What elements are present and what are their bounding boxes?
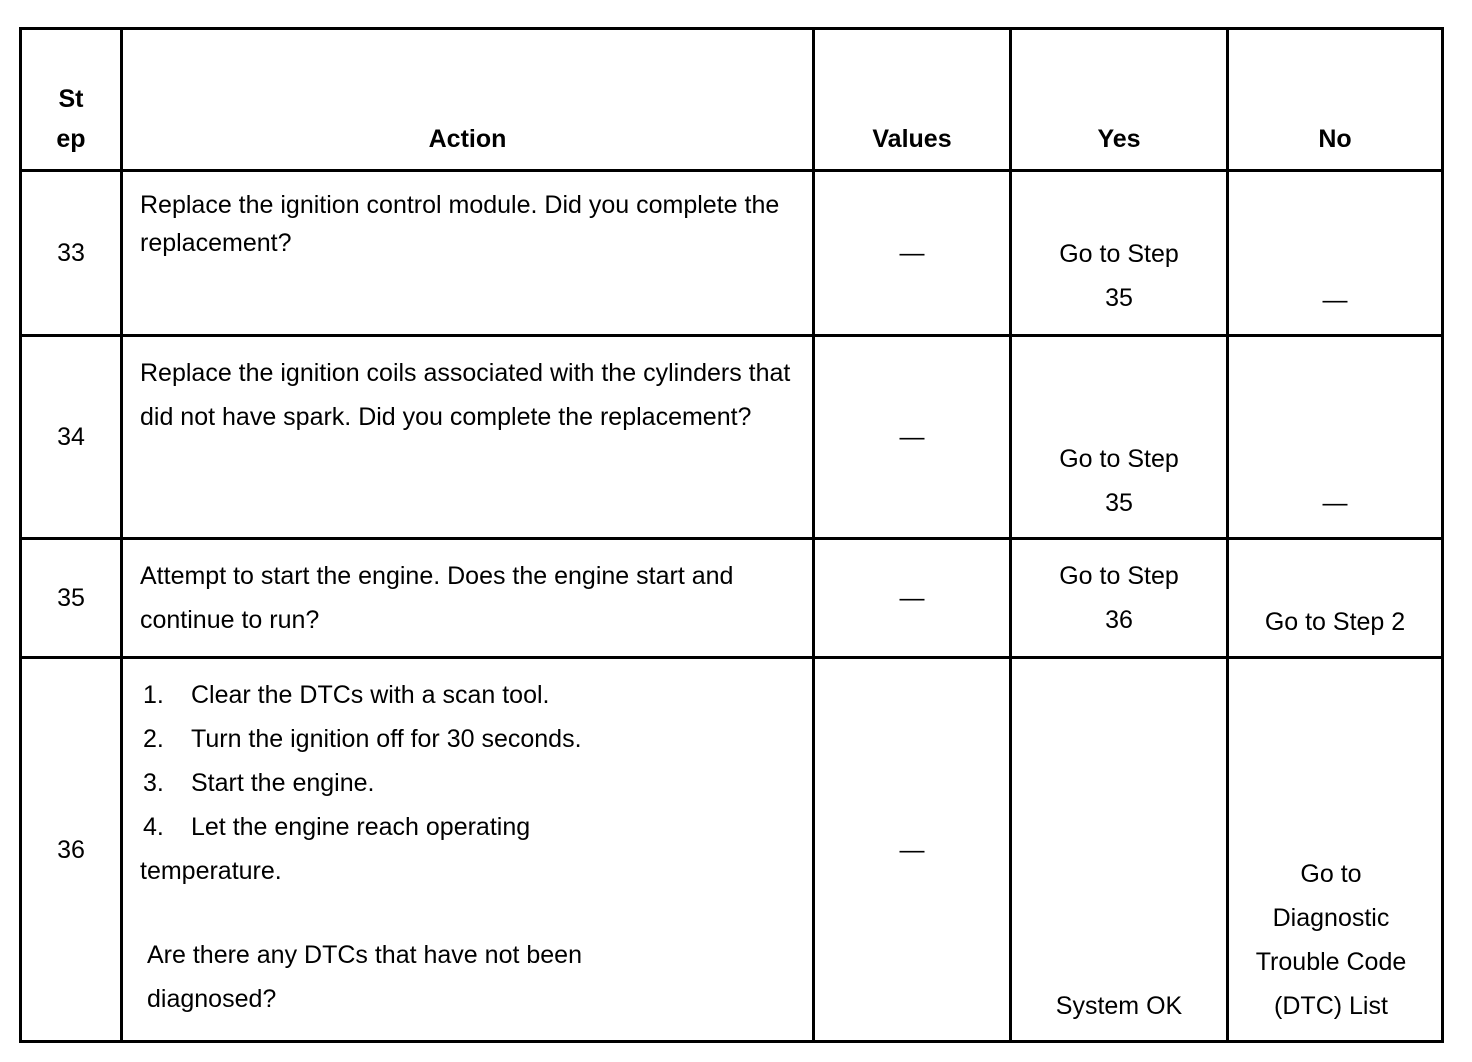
- header-step-line1: St: [58, 85, 84, 113]
- step-cell: 34: [21, 336, 122, 539]
- values-cell: —: [814, 658, 1011, 1042]
- list-item-number: 3.: [143, 769, 164, 797]
- list-item-text: Clear the DTCs with a scan tool.: [191, 681, 550, 709]
- list-item-text: Let the engine reach operating temperature.: [140, 813, 531, 885]
- step-cell: 36: [21, 658, 122, 1042]
- list-item: [140, 805, 620, 893]
- action-cell: Replace the ignition coils associated with the cylinders that did not have spark. Did you complete the replacement?: [122, 336, 814, 539]
- table-row: [21, 171, 1443, 336]
- action-cell: Attempt to start the engine. Does the engine start and continue to run?: [122, 539, 814, 658]
- list-item: [140, 717, 806, 761]
- action-cell: [122, 658, 814, 1042]
- header-no: No: [1228, 29, 1443, 171]
- table-row: [21, 658, 1443, 1042]
- values-cell: —: [814, 336, 1011, 539]
- yes-cell: Go to Step 36: [1011, 539, 1228, 658]
- list-item-number: 1.: [143, 681, 164, 709]
- list-item-number: 4.: [143, 813, 164, 841]
- header-action: Action: [122, 29, 814, 171]
- no-cell: Go to Step 2: [1228, 539, 1443, 658]
- header-values: Values: [814, 29, 1011, 171]
- yes-cell: Go to Step 35: [1011, 336, 1228, 539]
- header-step-line2: ep: [56, 125, 86, 153]
- action-question: Are there any DTCs that have not been diagnosed?: [147, 941, 582, 1013]
- no-cell: —: [1228, 171, 1443, 336]
- step-cell: 35: [21, 539, 122, 658]
- header-yes: Yes: [1011, 29, 1228, 171]
- yes-cell: System OK: [1011, 658, 1228, 1042]
- list-item-text: Turn the ignition off for 30 seconds.: [191, 725, 582, 753]
- header-row: [21, 29, 1443, 171]
- yes-cell: Go to Step 35: [1011, 171, 1228, 336]
- values-cell: —: [814, 171, 1011, 336]
- table-row: [21, 336, 1443, 539]
- action-steps-list: [140, 673, 806, 893]
- table-row: [21, 539, 1443, 658]
- list-item: [140, 761, 806, 805]
- no-cell: —: [1228, 336, 1443, 539]
- no-cell: Go to Diagnostic Trouble Code (DTC) List: [1228, 658, 1443, 1042]
- action-cell: Replace the ignition control module. Did you complete the replacement?: [122, 171, 814, 336]
- step-cell: 33: [21, 171, 122, 336]
- header-step: [21, 29, 122, 171]
- diagnostic-table: [19, 27, 1444, 1043]
- list-item: [140, 673, 806, 717]
- list-item-number: 2.: [143, 725, 164, 753]
- values-cell: —: [814, 539, 1011, 658]
- list-item-text: Start the engine.: [191, 769, 375, 797]
